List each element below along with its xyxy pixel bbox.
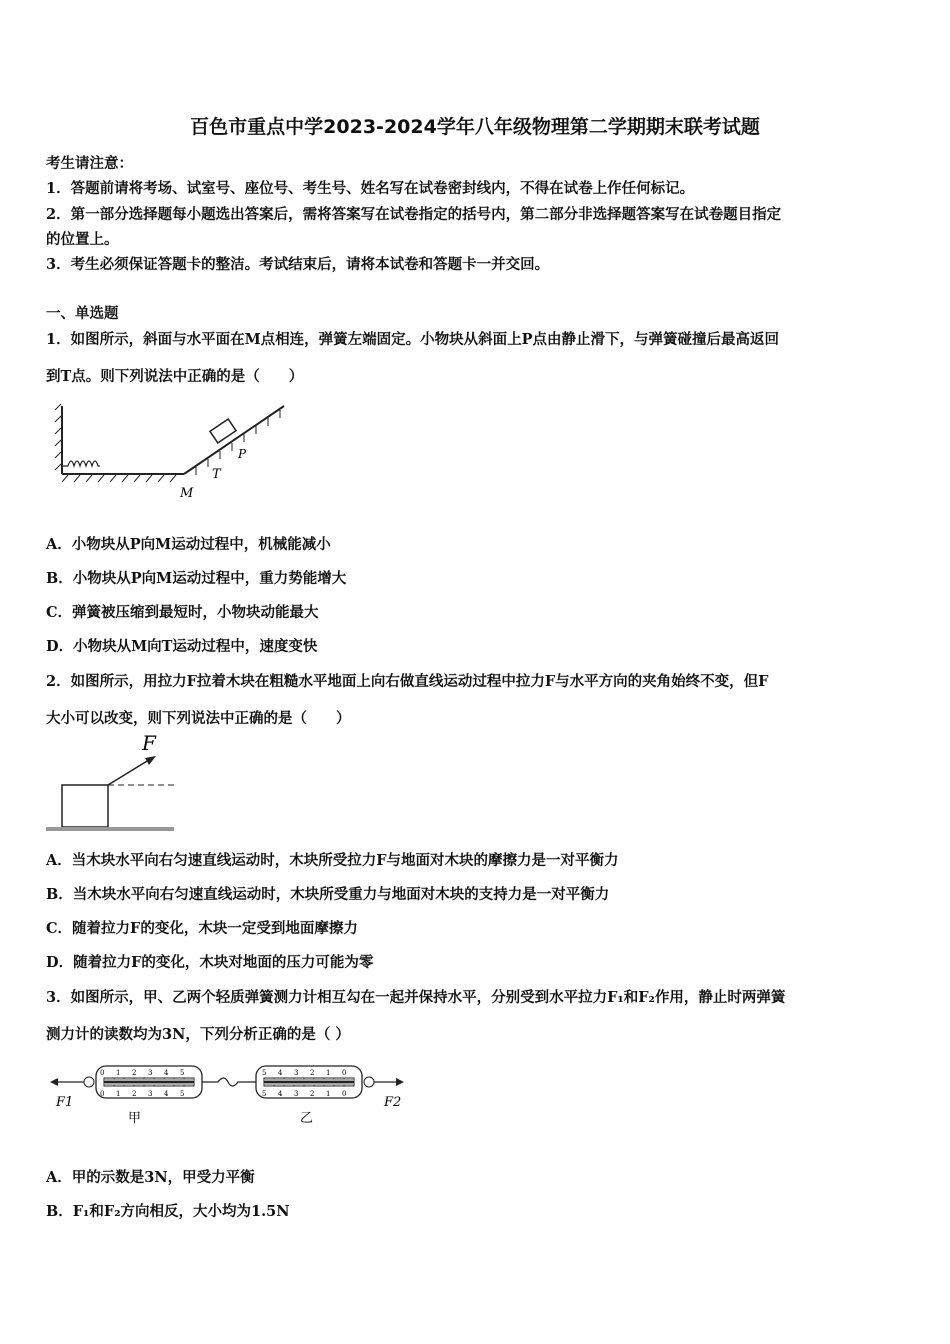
floor [46,827,174,831]
q1-option-d: D．小物块从M向T运动过程中，速度变快 [46,638,318,655]
jia-scale-1: 1 [116,1069,121,1077]
yi-scale-0b: 0 [342,1090,347,1098]
label-yi: 乙 [300,1111,314,1126]
jia-scale-5b: 5 [180,1090,185,1098]
yi-scale-4b: 4 [278,1090,283,1098]
incline-line [184,406,284,474]
q3-stem-line2: 测力计的读数均为3N，下列分析正确的是（ ） [46,1026,350,1043]
jia-scale-5: 5 [180,1069,185,1077]
right-ring [364,1077,374,1087]
jia-scale-0: 0 [100,1069,105,1077]
yi-scale-3b: 3 [294,1090,299,1098]
force-arrow [108,758,152,785]
jia-scale-3b: 3 [148,1090,153,1098]
jia-scale-4: 4 [164,1069,169,1077]
jia-scale-3: 3 [148,1069,153,1077]
notice-item-2-cont: 的位置上。 [46,231,119,248]
yi-scale-1: 1 [326,1069,331,1077]
q1-option-c: C．弹簧被压缩到最短时，小物块动能最大 [46,604,319,621]
yi-scale-5b: 5 [262,1090,267,1098]
label-p: P [238,447,247,461]
hooks [202,1078,256,1086]
yi-scale-5: 5 [262,1069,267,1077]
label-t: T [212,467,221,482]
q3-option-a: A．甲的示数是3N，甲受力平衡 [46,1169,255,1186]
notice-item-3: 3．考生必须保证答题卡的整洁。考试结束后，请将本试卷和答题卡一并交回。 [46,256,550,273]
yi-scale-3: 3 [294,1069,299,1077]
q2-stem-line2: 大小可以改变，则下列说法中正确的是（ ） [46,710,351,727]
yi-scale-1b: 1 [326,1090,331,1098]
q1-option-a: A．小物块从P向M运动过程中，机械能减小 [46,536,331,553]
section-heading: 一、单选题 [46,305,119,322]
q1-stem-line2: 到T点。则下列说法中正确的是（ ） [46,368,304,385]
q2-option-c: C．随着拉力F的变化，木块一定受到地面摩擦力 [46,920,358,937]
q1-stem-line1: 1．如图所示，斜面与水平面在M点相连，弹簧左端固定。小物块从斜面上P点由静止滑下，与弹簧碰撞后最高返回 [46,331,780,348]
yi-scale-4: 4 [278,1069,283,1077]
q1-incline-figure [52,398,292,506]
force-arrowhead [145,756,156,765]
label-f1: F1 [56,1095,74,1110]
notice-heading: 考生请注意： [46,155,133,172]
yi-scale-2b: 2 [310,1090,315,1098]
jia-scale-4b: 4 [164,1090,169,1098]
q2-option-a: A．当木块水平向右匀速直线运动时，木块所受拉力F与地面对木块的摩擦力是一对平衡力 [46,852,619,869]
q3-option-b: B．F₁和F₂方向相反，大小均为1.5N [46,1203,290,1220]
yi-scale-2: 2 [310,1069,315,1077]
spring [62,461,100,466]
notice-item-1: 1．答题前请将考场、试室号、座位号、考生号、姓名写在试卷密封线内，不得在试卷上作任何标记。 [46,180,695,197]
block [210,419,236,443]
label-f2: F2 [384,1095,402,1110]
jia-scale-1b: 1 [116,1090,121,1098]
q3-spring-scales-figure [48,1058,410,1130]
yi-scale-0: 0 [342,1069,347,1077]
q2-force-figure [44,730,184,834]
label-jia: 甲 [128,1111,142,1126]
jia-scale-0b: 0 [100,1090,105,1098]
q3-stem-line1: 3．如图所示，甲、乙两个轻质弹簧测力计相互勾在一起并保持水平，分别受到水平拉力F₁和F₂作用，静止时两弹簧 [46,989,786,1006]
label-m: M [180,486,194,501]
jia-scale-2: 2 [132,1069,137,1077]
q2-option-d: D．随着拉力F的变化，木块对地面的压力可能为零 [46,954,374,971]
left-ring [84,1077,94,1087]
q2-option-b: B．当木块水平向右匀速直线运动时，木块所受重力与地面对木块的支持力是一对平衡力 [46,886,610,903]
notice-item-2: 2．第一部分选择题每小题选出答案后，需将答案写在试卷指定的括号内，第二部分非选择题答案写在试卷题目指定 [46,206,782,223]
q2-stem-line1: 2．如图所示，用拉力F拉着木块在粗糙水平地面上向右做直线运动过程中拉力F与水平方向的夹角始终不变，但F [46,673,769,690]
jia-scale-2b: 2 [132,1090,137,1098]
label-f: F [142,731,156,755]
wood-block [62,785,108,827]
exam-title: 百色市重点中学2023-2024学年八年级物理第二学期期末联考试题 [190,116,760,138]
q1-option-b: B．小物块从P向M运动过程中，重力势能增大 [46,570,347,587]
